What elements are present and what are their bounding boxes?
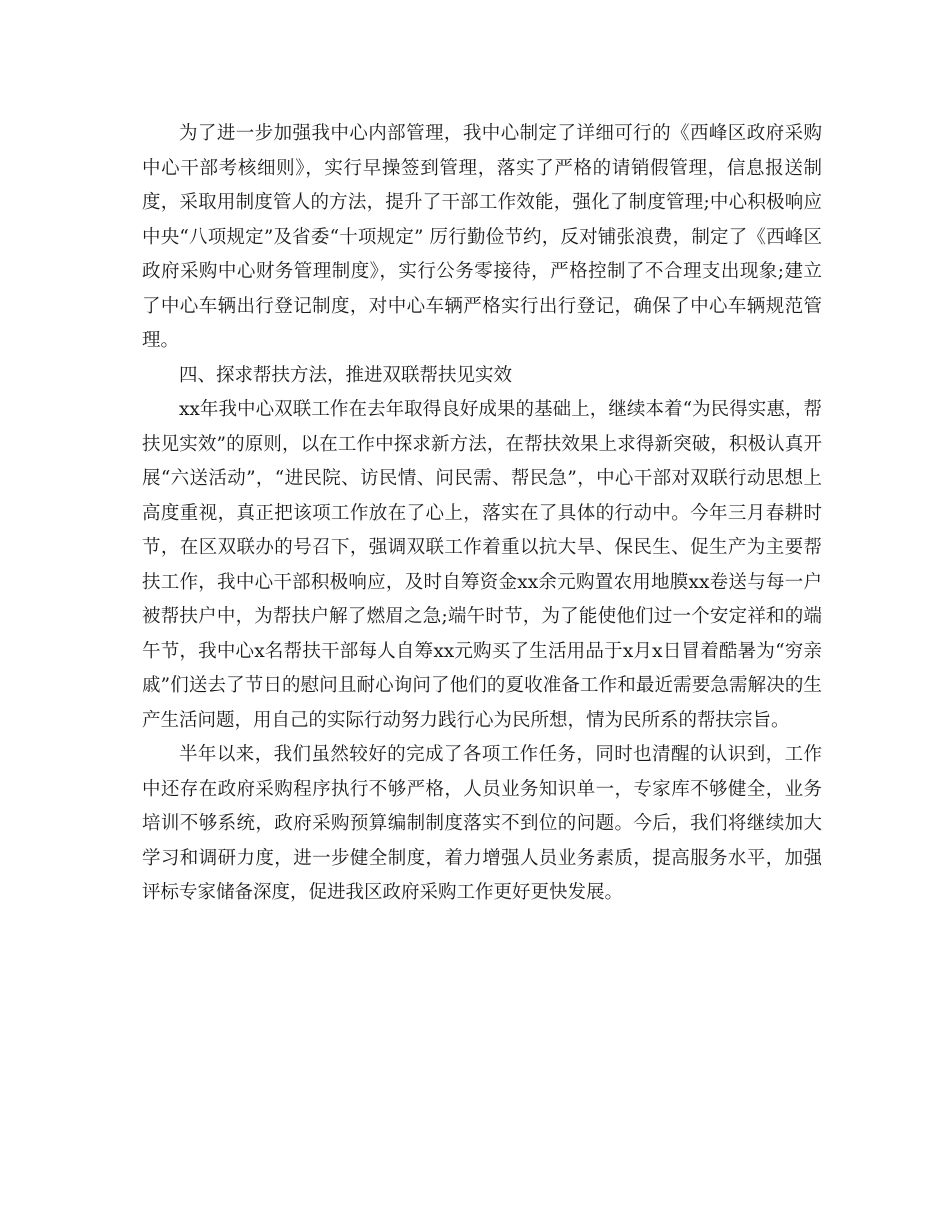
paragraph-management: 为了进一步加强我中心内部管理，我中心制定了详细可行的《西峰区政府采购中心干部考核细则》，实行早操签到管理，落实了严格的请销假管理，信息报送制度，采取用制度管人的方法，提升了干部工作效能，强化了制度管理;中心积极响应中央“八项规定”及省委“十项规定” 厉行勤俭节约，反对铺张浪费，制定了《西峰区政府采购中心财务管理制度》，实行公务零接待，严格控制了不合理支出现象;建立了中心车辆出行登记制度，对中心车辆严格实行出行登记，确保了中心车辆规范管理。 <box>142 123 822 351</box>
paragraph-summary: 半年以来，我们虽然较好的完成了各项工作任务，同时也清醒的认识到，工作中还存在政府采购程序执行不够严格，人员业务知识单一，专家库不够健全，业务培训不够系统，政府采购预算编制制度落实不到位的问题。今后，我们将继续加大学习和调研力度，进一步健全制度，着力增强人员业务素质，提高服务水平，加强评标专家储备深度，促进我区政府采购工作更好更快发展。 <box>142 744 822 903</box>
document-body <box>142 117 822 911</box>
section-heading: 四、探求帮扶方法，推进双联帮扶见实效 <box>179 364 513 386</box>
paragraph-shuanglian: xx年我中心双联工作在去年取得良好成果的基础上，继续本着“为民得实惠，帮扶见实效”的原则，以在工作中探求新方法，在帮扶效果上求得新突破，积极认真开展“六送活动”，“进民院、访民情、问民需、帮民急”，中心干部对双联行动思想上高度重视，真正把该项工作放在了心上，落实在了具体的行动中。今年三月春耕时节，在区双联办的号召下，强调双联工作着重以抗大旱、保民生、促生产为主要帮扶工作，我中心干部积极响应，及时自筹资金xx余元购置农用地膜xx卷送与每一户被帮扶户中，为帮扶户解了燃眉之急;端午时节，为了能使他们过一个安定祥和的端午节，我中心x名帮扶干部每人自筹xx元购买了生活用品于x月x日冒着酷暑为“穷亲戚”们送去了节日的慰问且耐心询问了他们的夏收准备工作和最近需要急需解决的生产生活问题，用自己的实际行动努力践行心为民所想，情为民所系的帮扶宗旨。 <box>142 399 822 731</box>
